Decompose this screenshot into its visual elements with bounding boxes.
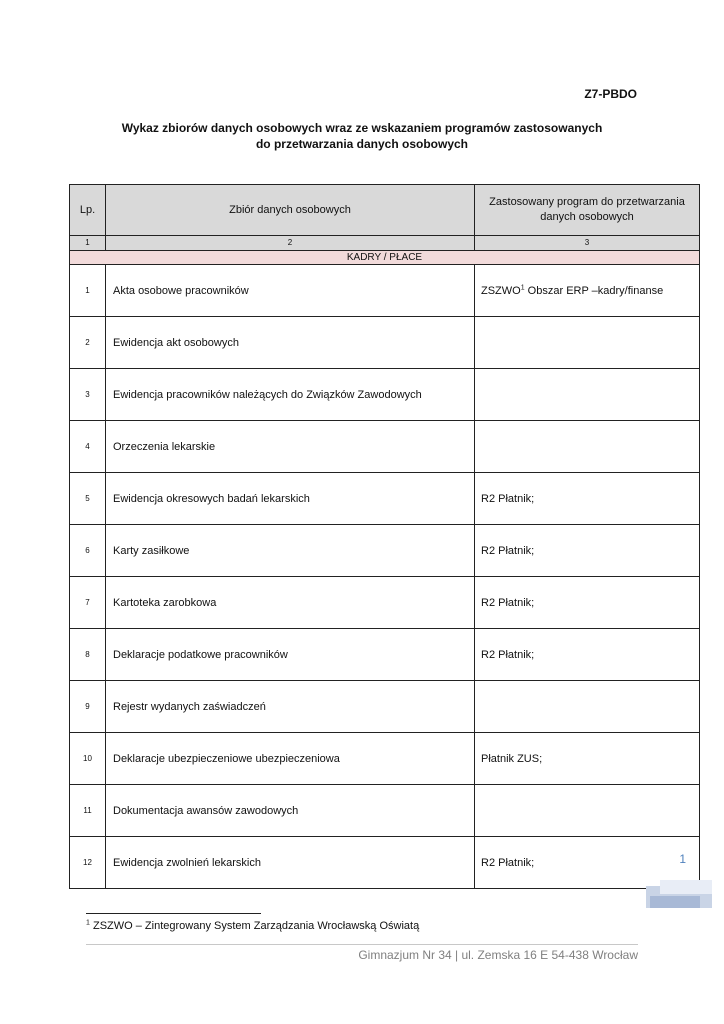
document-title — [0, 120, 724, 152]
row-program — [475, 265, 700, 317]
table-row — [70, 369, 700, 421]
row-lp: 2 — [70, 317, 106, 369]
table-header-row — [70, 185, 700, 236]
page-corner-decoration — [646, 880, 712, 910]
header-zbior: Zbiór danych osobowych — [106, 185, 475, 236]
footnote-marker: 1 — [86, 919, 90, 927]
row-lp: 8 — [70, 629, 106, 681]
row-program: Płatnik ZUS; — [475, 733, 700, 785]
section-row — [70, 251, 700, 265]
row-lp: 7 — [70, 577, 106, 629]
row-lp: 12 — [70, 837, 106, 889]
footnote-text: ZSZWO – Zintegrowany System Zarządzania Wrocławską Oświatą — [92, 920, 420, 932]
footnote — [86, 920, 419, 932]
table-row — [70, 577, 700, 629]
footnote-separator — [86, 913, 261, 914]
row-lp: 11 — [70, 785, 106, 837]
row-data-set-name: Akta osobowe pracowników — [106, 265, 475, 317]
footer-separator — [86, 944, 638, 945]
table-row — [70, 733, 700, 785]
page-footer: Gimnazjum Nr 34 | ul. Zemska 16 E 54-438 Wrocław — [358, 948, 638, 962]
row-program-name: ZSZWO — [481, 284, 521, 297]
row-lp: 4 — [70, 421, 106, 473]
header-lp: Lp. — [70, 185, 106, 236]
row-program: R2 Płatnik; — [475, 837, 700, 889]
row-program — [475, 421, 700, 473]
page-number: 1 — [679, 852, 686, 866]
row-data-set-name: Kartoteka zarobkowa — [106, 577, 475, 629]
footnote-reference: 1 — [520, 283, 525, 291]
row-lp: 6 — [70, 525, 106, 577]
table-row — [70, 317, 700, 369]
row-program — [475, 369, 700, 421]
row-program: R2 Płatnik; — [475, 473, 700, 525]
row-program — [475, 681, 700, 733]
column-number-1: 1 — [70, 236, 106, 251]
table-row — [70, 421, 700, 473]
table-row — [70, 629, 700, 681]
document-code: Z7-PBDO — [584, 87, 637, 101]
column-number-2: 2 — [106, 236, 475, 251]
table-row — [70, 681, 700, 733]
column-number-3: 3 — [475, 236, 700, 251]
table-row — [70, 785, 700, 837]
row-program-detail: Obszar ERP –kadry/finanse — [524, 284, 664, 297]
table-row — [70, 473, 700, 525]
table-row — [70, 525, 700, 577]
row-lp: 1 — [70, 265, 106, 317]
row-data-set-name: Ewidencja zwolnień lekarskich — [106, 837, 475, 889]
title-line-1: Wykaz zbiorów danych osobowych wraz ze wskazaniem programów zastosowanych — [121, 121, 603, 135]
row-lp: 9 — [70, 681, 106, 733]
row-data-set-name: Deklaracje ubezpieczeniowe ubezpieczeniowa — [106, 733, 475, 785]
row-data-set-name: Ewidencja akt osobowych — [106, 317, 475, 369]
row-data-set-name: Karty zasiłkowe — [106, 525, 475, 577]
header-program: Zastosowany program do przetwarzania danych osobowych — [475, 185, 700, 236]
row-program: R2 Płatnik; — [475, 629, 700, 681]
row-data-set-name: Ewidencja okresowych badań lekarskich — [106, 473, 475, 525]
title-line-2: do przetwarzania danych osobowych — [255, 137, 469, 151]
row-data-set-name: Ewidencja pracowników należących do Związków Zawodowych — [106, 369, 475, 421]
row-lp: 3 — [70, 369, 106, 421]
row-program — [475, 785, 700, 837]
table-row — [70, 265, 700, 317]
row-data-set-name: Dokumentacja awansów zawodowych — [106, 785, 475, 837]
column-numbers-row — [70, 236, 700, 251]
data-sets-table — [69, 184, 700, 889]
row-lp: 5 — [70, 473, 106, 525]
row-program — [475, 317, 700, 369]
section-label: KADRY / PŁACE — [70, 251, 700, 265]
row-data-set-name: Orzeczenia lekarskie — [106, 421, 475, 473]
table-row — [70, 837, 700, 889]
row-program: R2 Płatnik; — [475, 577, 700, 629]
row-program: R2 Płatnik; — [475, 525, 700, 577]
row-lp: 10 — [70, 733, 106, 785]
row-data-set-name: Deklaracje podatkowe pracowników — [106, 629, 475, 681]
row-data-set-name: Rejestr wydanych zaświadczeń — [106, 681, 475, 733]
